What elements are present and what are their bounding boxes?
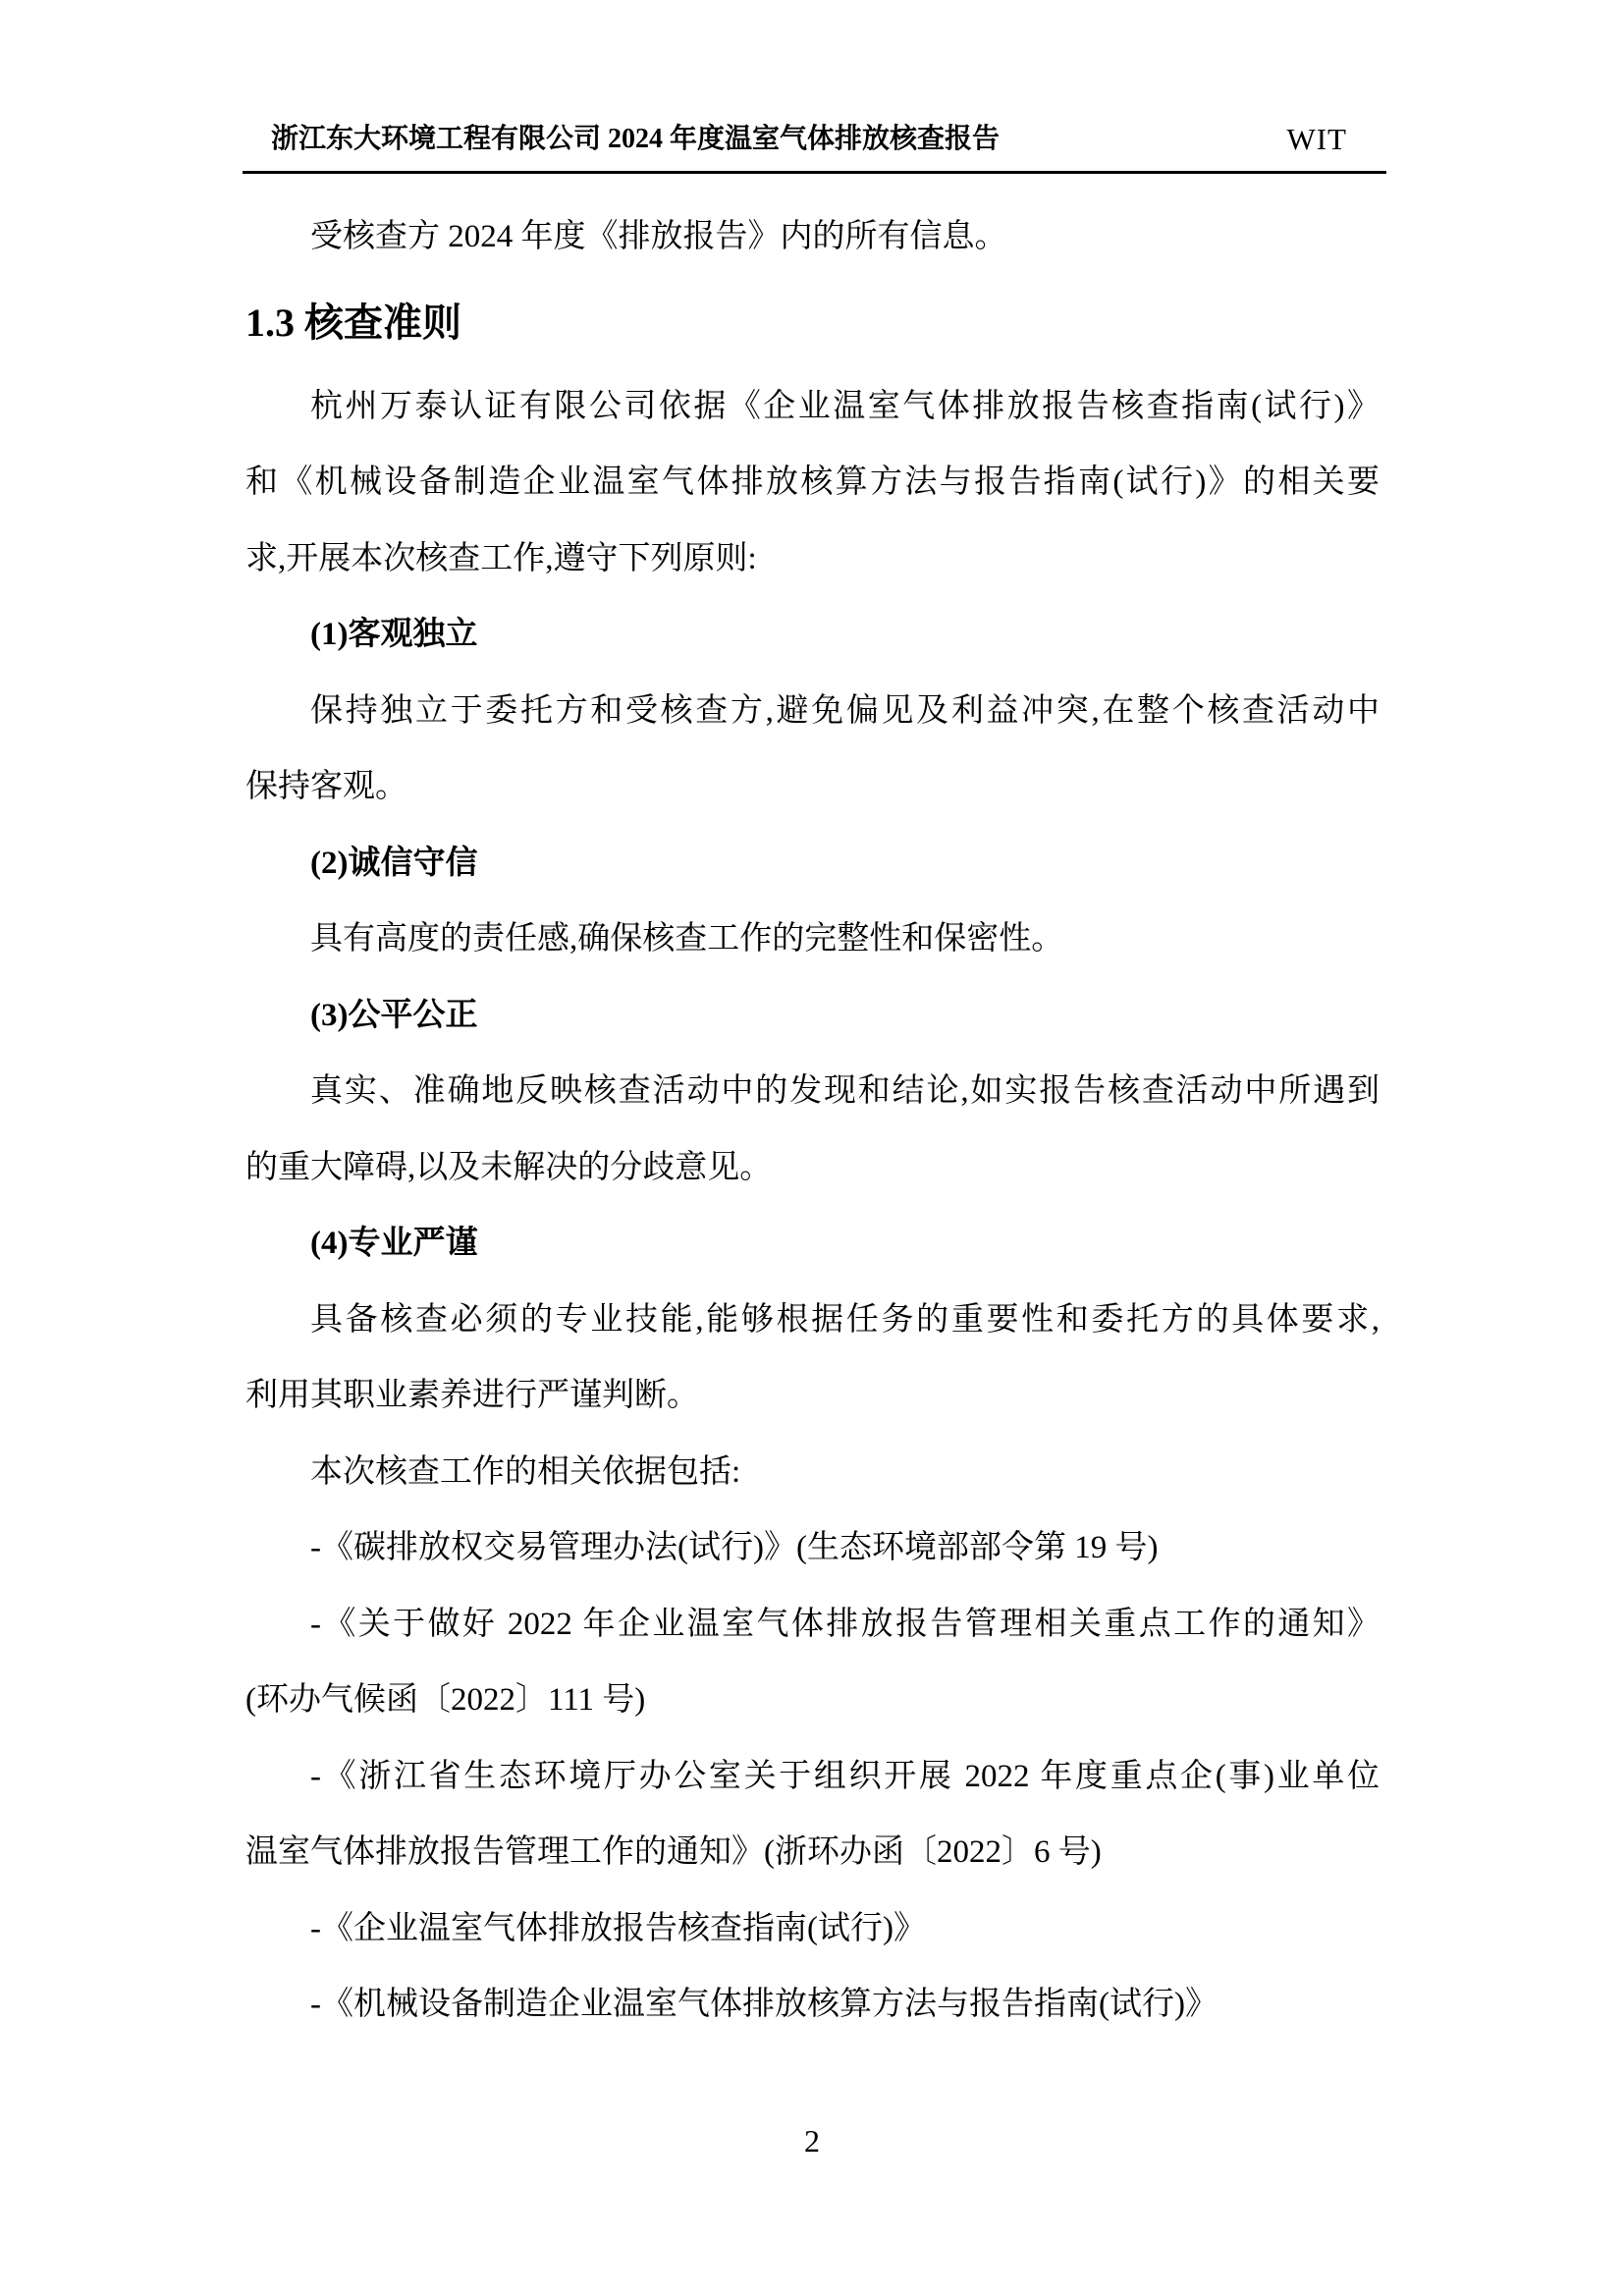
paragraph-line: 和《机械设备制造企业温室气体排放核算方法与报告指南(试行)》的相关要: [245, 465, 1380, 500]
paragraph-line: 具备核查必须的专业技能,能够根据任务的重要性和委托方的具体要求,: [310, 1301, 1380, 1338]
reference-item-line: (环办气候函〔2022〕111 号): [245, 1682, 646, 1718]
paragraph-line: 本次核查工作的相关依据包括:: [310, 1453, 741, 1490]
reference-item-line: -《浙江省生态环境厅办公室关于组织开展 2022 年度重点企(事)业单位: [310, 1758, 1380, 1794]
document-body: [245, 199, 1380, 2044]
paragraph-line: 受核查方 2024 年度《排放报告》内的所有信息。: [310, 219, 1007, 254]
page-header-title: 浙江东大环境工程有限公司 2024 年度温室气体排放核查报告: [271, 124, 1001, 154]
paragraph-line: 真实、准确地反映核查活动中的发现和结论,如实报告核查活动中所遇到: [310, 1073, 1380, 1109]
header-rule: [243, 171, 1386, 174]
reference-item-line: -《机械设备制造企业温室气体排放核算方法与报告指南(试行)》: [310, 1987, 1218, 2022]
page-header-org-mark: WIT: [1286, 122, 1347, 156]
principle-heading-2: (2)诚信守信: [310, 845, 478, 881]
paragraph-line: 求,开展本次核查工作,遵守下列原则:: [245, 540, 757, 576]
paragraph-line: 保持独立于委托方和受核查方,避免偏见及利益冲突,在整个核查活动中: [310, 692, 1380, 729]
reference-item-line: -《企业温室气体排放报告核查指南(试行)》: [310, 1910, 926, 1946]
paragraph-line: 杭州万泰认证有限公司依据《企业温室气体排放报告核查指南(试行)》: [310, 388, 1380, 424]
reference-item-line: -《关于做好 2022 年企业温室气体排放报告管理相关重点工作的通知》: [310, 1606, 1380, 1642]
section-heading: 1.3 核查准则: [245, 300, 461, 345]
principle-heading-1: (1)客观独立: [310, 617, 478, 652]
paragraph-line: 具有高度的责任感,确保核查工作的完整性和保密性。: [310, 921, 1064, 957]
reference-item-line: 温室气体排放报告管理工作的通知》(浙环办函〔2022〕6 号): [245, 1834, 1102, 1870]
principle-heading-3: (3)公平公正: [310, 997, 478, 1033]
principle-heading-4: (4)专业严谨: [310, 1226, 478, 1261]
paragraph-line: 的重大障碍,以及未解决的分歧意见。: [245, 1149, 773, 1185]
page-number: 2: [804, 2123, 820, 2159]
paragraph-line: 保持客观。: [245, 769, 407, 804]
page-footer: [0, 2119, 1624, 2162]
page-header: [245, 120, 1386, 159]
reference-item-line: -《碳排放权交易管理办法(试行)》(生态环境部部令第 19 号): [310, 1530, 1159, 1565]
paragraph-line: 利用其职业素养进行严谨判断。: [245, 1378, 699, 1413]
